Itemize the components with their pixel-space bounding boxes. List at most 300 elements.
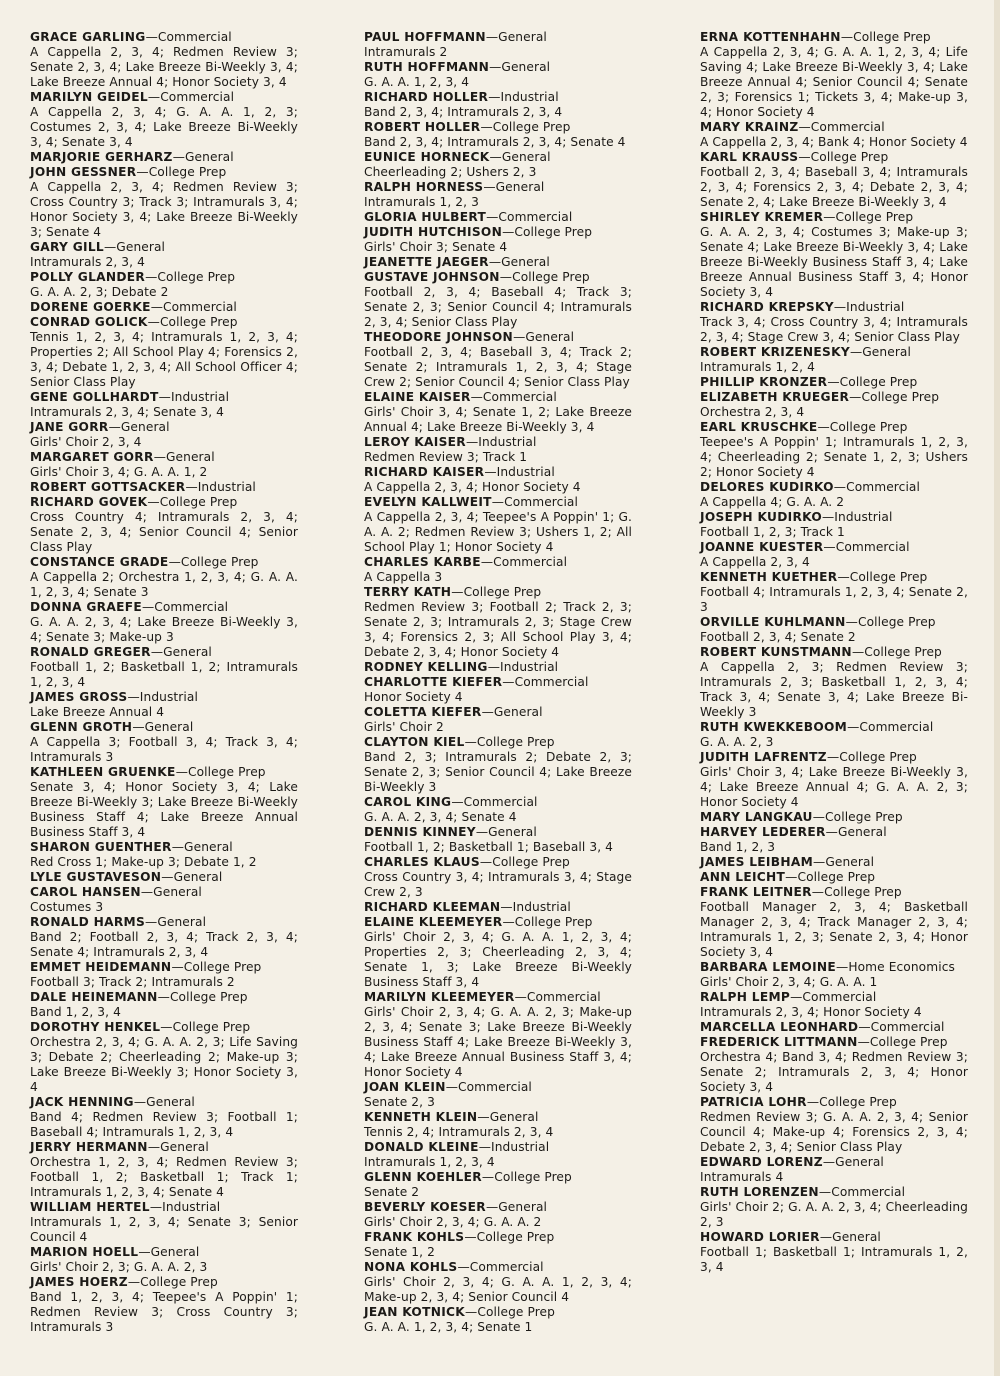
student-name: JUDITH HUTCHISON xyxy=(364,225,503,239)
activities-list: A Cappella 2, 3, 4; Honor Society 4 xyxy=(364,480,581,494)
student-name: MARY LANGKAU xyxy=(700,810,813,824)
senior-entry xyxy=(364,825,632,855)
activities-list: Track 3, 4; Cross Country 3, 4; Intramurals 2, 3, 4; Stage Crew 3, 4; Senior Class Play xyxy=(700,315,968,344)
dash-separator: — xyxy=(822,1155,836,1169)
dash-separator: — xyxy=(491,495,505,509)
senior-entry xyxy=(700,825,968,855)
student-name: BEVERLY KOESER xyxy=(364,1200,486,1214)
senior-entry xyxy=(30,420,298,450)
senior-entry xyxy=(364,1230,632,1260)
student-name: ELIZABETH KRUEGER xyxy=(700,390,850,404)
senior-entry xyxy=(364,795,632,825)
senior-entry xyxy=(30,300,298,315)
senior-entry xyxy=(700,990,968,1020)
student-name: DONALD KLEINE xyxy=(364,1140,479,1154)
activities-list: Football 3; Track 2; Intramurals 2 xyxy=(30,975,235,989)
activities-list: Girls' Choir 2 xyxy=(364,720,444,734)
senior-entry xyxy=(364,150,632,180)
dash-separator: — xyxy=(817,420,830,434)
course-of-study: College Prep xyxy=(463,585,542,599)
dash-separator: — xyxy=(858,1020,871,1034)
student-name: LEROY KAISER xyxy=(364,435,466,449)
student-name: CAROL KING xyxy=(364,795,452,809)
dash-separator: — xyxy=(104,240,117,254)
student-name: RUTH LORENZEN xyxy=(700,1185,819,1199)
student-name: POLLY GLANDER xyxy=(30,270,146,284)
senior-entry xyxy=(364,900,632,915)
course-of-study: Commercial xyxy=(493,555,568,569)
student-name: DELORES KUDIRKO xyxy=(700,480,834,494)
senior-entry xyxy=(30,1140,298,1200)
senior-entry xyxy=(364,465,632,495)
course-of-study: College Prep xyxy=(477,1305,555,1319)
senior-entry xyxy=(30,1095,298,1140)
senior-entry xyxy=(364,180,632,210)
activities-list: G. A. A. 1, 2, 3, 4 xyxy=(364,75,470,89)
dash-separator: — xyxy=(141,600,155,614)
course-of-study: General xyxy=(120,420,170,434)
activities-list: Band 2, 3, 4; Intramurals 2, 3, 4; Senate 4 xyxy=(364,135,626,149)
course-of-study: College Prep xyxy=(172,1020,251,1034)
dash-separator: — xyxy=(823,210,836,224)
course-of-study: General xyxy=(495,180,545,194)
senior-entry xyxy=(364,435,632,465)
dash-separator: — xyxy=(160,1020,173,1034)
course-of-study: College Prep xyxy=(857,615,936,629)
activities-list: Girls' Choir 3, 4; G. A. A. 1, 2 xyxy=(30,465,208,479)
dash-separator: — xyxy=(485,30,499,44)
activities-list: G. A. A. 1, 2, 3, 4; Senate 1 xyxy=(364,1320,533,1334)
student-name: JUDITH LAFRENTZ xyxy=(700,750,827,764)
student-name: GARY GILL xyxy=(30,240,104,254)
course-of-study: Industrial xyxy=(491,1140,550,1154)
student-name: JOSEPH KUDIRKO xyxy=(700,510,822,524)
student-name: EUNICE HORNECK xyxy=(364,150,490,164)
senior-entry xyxy=(700,615,968,645)
student-name: ANN LEICHT xyxy=(700,870,786,884)
student-name: NONA KOHLS xyxy=(364,1260,458,1274)
dash-separator: — xyxy=(451,795,464,809)
activities-list: Band 2, 3, 4; Intramurals 2, 3, 4 xyxy=(364,105,563,119)
senior-entry xyxy=(700,855,968,870)
senior-entry xyxy=(700,390,968,420)
senior-entry xyxy=(30,645,298,690)
activities-list: A Cappella 2; Orchestra 1, 2, 3, 4; G. A. A. 1, 2, 3, 4; Senate 3 xyxy=(30,570,298,599)
senior-entry xyxy=(364,1170,632,1200)
student-name: RALPH HORNESS xyxy=(364,180,484,194)
student-name: DONNA GRAEFE xyxy=(30,600,142,614)
senior-entry xyxy=(364,1200,632,1230)
course-of-study: College Prep xyxy=(849,570,928,584)
senior-entry xyxy=(700,120,968,150)
activities-list: Senate 2, 3 xyxy=(364,1095,435,1109)
senior-entry xyxy=(30,600,298,645)
activities-list: Band 1, 2, 3, 4 xyxy=(30,1005,121,1019)
dash-separator: — xyxy=(451,585,464,599)
senior-entry xyxy=(700,210,968,300)
course-of-study: Industrial xyxy=(500,90,559,104)
dash-separator: — xyxy=(833,300,847,314)
activities-list: Cheerleading 2; Ushers 2, 3 xyxy=(364,165,537,179)
senior-entry xyxy=(700,510,968,540)
activities-list: Teepee's A Poppin' 1; Intramurals 1, 2, 3, 4; Cheerleading 2; Senate 1, 2, 3; Ushers 2; Honor Society 4 xyxy=(700,435,968,479)
course-of-study: Commercial xyxy=(163,300,237,314)
dash-separator: — xyxy=(813,855,826,869)
senior-entry xyxy=(30,885,298,915)
dash-separator: — xyxy=(108,420,121,434)
activities-list: Girls' Choir 3, 4; Lake Breeze Bi-Weekly 3, 4; Lake Breeze Annual 4; G. A. A. 2, 3; Honor Society 4 xyxy=(700,765,968,809)
course-of-study: College Prep xyxy=(494,1170,572,1184)
student-name: JACK HENNING xyxy=(30,1095,134,1109)
senior-entry xyxy=(364,225,632,255)
dash-separator: — xyxy=(502,915,515,929)
activities-list: Orchestra 4; Band 3, 4; Redmen Review 3; Senate 2; Intramurals 2, 3, 4; Honor Society 3, 4 xyxy=(700,1050,968,1094)
senior-entry xyxy=(364,255,632,270)
dash-separator: — xyxy=(485,1200,499,1214)
student-name: GENE GOLLHARDT xyxy=(30,390,159,404)
senior-entry xyxy=(364,915,632,990)
course-of-study: General xyxy=(165,450,215,464)
senior-entry xyxy=(30,450,298,480)
course-of-study: Commercial xyxy=(514,675,589,689)
senior-entry xyxy=(30,315,298,390)
dash-separator: — xyxy=(149,1200,163,1214)
activities-list: A Cappella 2, 3, 4; Bank 4; Honor Society 4 xyxy=(700,135,968,149)
course-of-study: Commercial xyxy=(463,795,538,809)
activities-list: Intramurals 1, 2, 3, 4 xyxy=(364,1155,495,1169)
senior-entry xyxy=(364,390,632,435)
activities-list: A Cappella 4; G. A. A. 2 xyxy=(700,495,845,509)
dash-separator: — xyxy=(145,30,158,44)
course-of-study: College Prep xyxy=(864,645,942,659)
dash-separator: — xyxy=(489,150,502,164)
course-of-study: General xyxy=(144,720,194,734)
dash-separator: — xyxy=(481,1170,495,1184)
dash-separator: — xyxy=(127,1275,141,1289)
senior-entry xyxy=(364,990,632,1080)
student-name: ORVILLE KUHLMANN xyxy=(700,615,846,629)
senior-list-column-2 xyxy=(364,30,632,1335)
dash-separator: — xyxy=(457,1260,470,1274)
student-name: ROBERT GOTTSACKER xyxy=(30,480,186,494)
student-name: MARION HOELL xyxy=(30,1245,139,1259)
activities-list: Intramurals 2, 3, 4 xyxy=(30,255,145,269)
student-name: MARGARET GORR xyxy=(30,450,154,464)
senior-entry xyxy=(700,1095,968,1155)
dash-separator: — xyxy=(479,855,493,869)
dash-separator: — xyxy=(481,705,494,719)
course-of-study: Home Economics xyxy=(848,960,955,974)
senior-entry xyxy=(364,330,632,390)
page-edge xyxy=(994,0,1000,1376)
dash-separator: — xyxy=(500,900,513,914)
dash-separator: — xyxy=(488,255,502,269)
dash-separator: — xyxy=(478,1140,492,1154)
senior-entry xyxy=(364,675,632,705)
dash-separator: — xyxy=(823,540,836,554)
course-of-study: General xyxy=(160,1140,209,1154)
student-name: ROBERT KUNSTMANN xyxy=(700,645,852,659)
dash-separator: — xyxy=(157,990,170,1004)
dash-separator: — xyxy=(826,750,840,764)
dash-separator: — xyxy=(486,210,499,224)
activities-list: A Cappella 2, 3, 4; Redmen Review 3; Senate 2, 3, 4; Lake Breeze Bi-Weekly 3, 4; Lake Breeze Annual 4; Honor Society 3, 4 xyxy=(30,45,298,89)
senior-entry xyxy=(30,840,298,870)
student-name: JERRY HERMANN xyxy=(30,1140,148,1154)
senior-entry xyxy=(364,855,632,900)
dash-separator: — xyxy=(851,645,865,659)
activities-list: Girls' Choir 2, 3, 4; G. A. A. 1, 2, 3, 4; Properties 2, 3; Cheerleading 2, 3, 4; Senate 1, 3; Lake Breeze Bi-Weekly Business Staff 3, 4 xyxy=(364,930,632,989)
dash-separator: — xyxy=(147,90,161,104)
senior-entry xyxy=(364,270,632,330)
dash-separator: — xyxy=(514,990,527,1004)
senior-entry xyxy=(364,1140,632,1170)
activities-list: Redmen Review 3; G. A. A. 2, 3, 4; Senior Council 4; Make-up 4; Forensics 2, 3, 4; Debate 2, 3, 4; Senior Class Play xyxy=(700,1110,968,1154)
course-of-study: College Prep xyxy=(183,960,262,974)
course-of-study: Commercial xyxy=(160,90,235,104)
course-of-study: General xyxy=(525,330,575,344)
activities-list: Football 2, 3, 4; Baseball 3, 4; Track 2; Senate 2; Intramurals 1, 2, 3, 4; Stage Crew 2; Senior Council 4; Senior Class Play xyxy=(364,345,632,389)
course-of-study: College Prep xyxy=(853,30,931,44)
dash-separator: — xyxy=(483,180,496,194)
activities-list: G. A. A. 2, 3, 4; Costumes 3; Make-up 3; Senate 4; Lake Breeze Bi-Weekly 3, 4; Lake Breeze Bi-Weekly Business Staff 3, 4; Lake Breeze Annual Business Staff 3, 4; Honor Society 3, 4 xyxy=(700,225,968,299)
course-of-study: General xyxy=(157,915,207,929)
dash-separator: — xyxy=(464,1230,477,1244)
student-name: RONALD GREGER xyxy=(30,645,151,659)
activities-list: Senate 1, 2 xyxy=(364,1245,435,1259)
senior-entry xyxy=(700,1020,968,1035)
dash-separator: — xyxy=(133,1095,147,1109)
activities-list: A Cappella 3 xyxy=(364,570,443,584)
course-of-study: General xyxy=(501,150,551,164)
course-of-study: College Prep xyxy=(512,270,590,284)
activities-list: Band 2, 3; Intramurals 2; Debate 2, 3; Senate 2, 3; Senior Council 4; Lake Breeze Bi-Weekly 3 xyxy=(364,750,632,794)
student-name: CHARLES KLAUS xyxy=(364,855,480,869)
activities-list: Senate 3, 4; Honor Society 3, 4; Lake Breeze Bi-Weekly 3; Lake Breeze Bi-Weekly Business Staff 4; Lake Breeze Annual Business Staff 3, 4 xyxy=(30,780,298,839)
senior-entry xyxy=(700,345,968,375)
activities-list: G. A. A. 2, 3; Debate 2 xyxy=(30,285,169,299)
course-of-study: College Prep xyxy=(492,120,571,134)
course-of-study: College Prep xyxy=(819,1095,897,1109)
senior-entry xyxy=(364,660,632,675)
activities-list: Football 4; Intramurals 1, 2, 3, 4; Senate 2, 3 xyxy=(700,585,968,614)
course-of-study: General xyxy=(501,255,550,269)
senior-entry xyxy=(364,1260,632,1305)
course-of-study: College Prep xyxy=(180,555,259,569)
activities-list: Football 1, 2; Basketball 1; Baseball 3, 4 xyxy=(364,840,614,854)
course-of-study: Commercial xyxy=(504,495,578,509)
senior-entry xyxy=(30,270,298,300)
course-of-study: Commercial xyxy=(802,990,877,1004)
dash-separator: — xyxy=(168,555,181,569)
student-name: PATRICIA LOHR xyxy=(700,1095,807,1109)
student-name: CHARLES KARBE xyxy=(364,555,481,569)
senior-entry xyxy=(30,870,298,885)
course-of-study: Industrial xyxy=(170,390,230,404)
activities-list: Intramurals 2 xyxy=(364,45,448,59)
senior-entry xyxy=(700,150,968,210)
activities-list: Football 2, 3, 4; Baseball 4; Track 3; Senate 2, 3; Senior Council 4; Intramurals 2, 3, 4; Senior Class Play xyxy=(364,285,632,329)
activities-list: Orchestra 2, 3, 4; G. A. A. 2, 3; Life Saving 3; Debate 2; Cheerleading 2; Make-up 3; Lake Breeze Bi-Weekly 3; Honor Society 3, 4 xyxy=(30,1035,298,1094)
activities-list: Intramurals 2, 3, 4; Honor Society 4 xyxy=(700,1005,922,1019)
dash-separator: — xyxy=(147,495,160,509)
activities-list: Football 1, 2, 3; Track 1 xyxy=(700,525,845,539)
course-of-study: Commercial xyxy=(859,720,934,734)
student-name: COLETTA KIEFER xyxy=(364,705,482,719)
activities-list: Girls' Choir 2, 3, 4; G. A. A. 1 xyxy=(700,975,878,989)
dash-separator: — xyxy=(489,60,502,74)
activities-list: Football Manager 2, 3, 4; Basketball Manager 2, 3, 4; Track Manager 2, 3, 4; Intramurals 1, 2, 3; Senate 2, 3, 4; Honor Society 3, 4 xyxy=(700,900,968,959)
course-of-study: Commercial xyxy=(498,210,573,224)
dash-separator: — xyxy=(798,150,811,164)
activities-list: A Cappella 2, 3, 4; G. A. A. 1, 2, 3, 4; Life Saving 4; Lake Breeze Bi-Weekly 3, 4; Lake Breeze Annual 4; Senior Council 4; Senate 2, 3; Forensics 1; Tickets 3, 4; Make-up 3, 4; Honor Society 4 xyxy=(700,45,968,119)
student-name: CONRAD GOLICK xyxy=(30,315,148,329)
student-name: ERNA KOTTENHAHN xyxy=(700,30,841,44)
student-name: MARILYN GEIDEL xyxy=(30,90,148,104)
dash-separator: — xyxy=(161,870,174,884)
course-of-study: General xyxy=(150,1245,200,1259)
course-of-study: Industrial xyxy=(846,300,905,314)
course-of-study: College Prep xyxy=(159,315,238,329)
dash-separator: — xyxy=(487,660,500,674)
student-name: ROBERT HOLLER xyxy=(364,120,481,134)
dash-separator: — xyxy=(837,570,850,584)
dash-separator: — xyxy=(150,645,164,659)
senior-entry xyxy=(364,90,632,120)
student-name: GRACE GARLING xyxy=(30,30,146,44)
course-of-study: College Prep xyxy=(825,810,903,824)
senior-entry xyxy=(30,690,298,720)
course-of-study: Industrial xyxy=(478,435,537,449)
student-name: DENNIS KINNEY xyxy=(364,825,476,839)
activities-list: Redmen Review 3; Football 2; Track 2, 3; Senate 2, 3; Intramurals 2, 3; Stage Crew 3, 4; Forensics 2, 3; All School Play 3, 4; Debate 2, 3, 4; Honor Society 4 xyxy=(364,600,632,659)
student-name: JOAN KLEIN xyxy=(364,1080,446,1094)
course-of-study: Commercial xyxy=(810,120,885,134)
dash-separator: — xyxy=(513,330,526,344)
activities-list: Girls' Choir 2, 3, 4 xyxy=(30,435,142,449)
student-name: RUTH HOFFMANN xyxy=(364,60,490,74)
activities-list: Girls' Choir 2, 3, 4; G. A. A. 2 xyxy=(364,1215,542,1229)
student-name: JAMES LEIBHAM xyxy=(700,855,814,869)
activities-list: Cross Country 4; Intramurals 2, 3, 4; Senate 2, 3, 4; Senior Council 4; Senior Class Play xyxy=(30,510,298,554)
student-name: KATHLEEN GRUENKE xyxy=(30,765,176,779)
course-of-study: College Prep xyxy=(140,1275,218,1289)
dash-separator: — xyxy=(480,120,493,134)
student-name: FRANK LEITNER xyxy=(700,885,812,899)
activities-list: Honor Society 4 xyxy=(364,690,463,704)
senior-entry xyxy=(364,210,632,225)
student-name: BARBARA LEMOINE xyxy=(700,960,837,974)
dash-separator: — xyxy=(811,885,825,899)
dash-separator: — xyxy=(136,165,149,179)
senior-entry xyxy=(364,120,632,150)
student-name: MARJORIE GERHARZ xyxy=(30,150,173,164)
student-name: DOROTHY HENKEL xyxy=(30,1020,161,1034)
course-of-study: Industrial xyxy=(197,480,256,494)
course-of-study: General xyxy=(832,1230,881,1244)
activities-list: Girls' Choir 3; Senate 4 xyxy=(364,240,508,254)
activities-list: Football 1, 2; Basketball 1, 2; Intramurals 1, 2, 3, 4 xyxy=(30,660,298,689)
activities-list: Girls' Choir 2, 3, 4; G. A. A. 1, 2, 3, 4; Make-up 2, 3, 4; Senior Council 4 xyxy=(364,1275,632,1304)
senior-entry xyxy=(30,165,298,240)
student-name: HARVEY LEDERER xyxy=(700,825,826,839)
student-name: SHIRLEY KREMER xyxy=(700,210,824,224)
student-name: KARL KRAUSS xyxy=(700,150,799,164)
dash-separator: — xyxy=(502,225,515,239)
course-of-study: College Prep xyxy=(476,735,555,749)
activities-list: Intramurals 1, 2, 3, 4; Senate 3; Senior Council 4 xyxy=(30,1215,298,1244)
senior-entry xyxy=(700,540,968,570)
dash-separator: — xyxy=(138,1245,151,1259)
course-of-study: General xyxy=(498,1200,547,1214)
dash-separator: — xyxy=(847,720,860,734)
senior-entry xyxy=(700,30,968,120)
senior-entry xyxy=(364,705,632,735)
activities-list: A Cappella 2, 3, 4 xyxy=(700,555,810,569)
course-of-study: College Prep xyxy=(157,270,236,284)
dash-separator: — xyxy=(822,510,835,524)
course-of-study: Industrial xyxy=(162,1200,221,1214)
course-of-study: College Prep xyxy=(169,990,248,1004)
senior-entry xyxy=(30,240,298,270)
course-of-study: College Prep xyxy=(839,375,918,389)
dash-separator: — xyxy=(145,270,158,284)
senior-entry xyxy=(364,495,632,555)
dash-separator: — xyxy=(150,300,163,314)
student-name: GLENN KOEHLER xyxy=(364,1170,482,1184)
student-name: EVELYN KALLWEIT xyxy=(364,495,492,509)
student-name: LYLE GUSTAVESON xyxy=(30,870,162,884)
activities-list: A Cappella 3; Football 3, 4; Track 3, 4; Intramurals 3 xyxy=(30,735,298,764)
senior-entry xyxy=(30,1275,298,1335)
senior-entry xyxy=(700,810,968,825)
student-name: JAMES GROSS xyxy=(30,690,128,704)
senior-entry xyxy=(30,555,298,600)
course-of-study: Industrial xyxy=(139,690,198,704)
student-name: GLENN GROTH xyxy=(30,720,133,734)
course-of-study: College Prep xyxy=(839,750,917,764)
student-name: JOANNE KUESTER xyxy=(700,540,824,554)
student-name: PHILLIP KRONZER xyxy=(700,375,828,389)
senior-list-column-3 xyxy=(700,30,968,1275)
student-name: CHARLOTTE KIEFER xyxy=(364,675,503,689)
dash-separator: — xyxy=(845,615,858,629)
course-of-study: College Prep xyxy=(492,855,570,869)
dash-separator: — xyxy=(502,675,515,689)
senior-entry xyxy=(700,1155,968,1185)
course-of-study: General xyxy=(835,1155,884,1169)
dash-separator: — xyxy=(171,960,184,974)
dash-separator: — xyxy=(147,315,160,329)
activities-list: Intramurals 2, 3, 4; Senate 3, 4 xyxy=(30,405,225,419)
student-name: ROBERT KRIZENESKY xyxy=(700,345,850,359)
activities-list: A Cappella 2, 3, 4; Redmen Review 3; Cross Country 3; Track 3; Intramurals 3, 4; Honor Society 3, 4; Lake Breeze Bi-Weekly 3; Senate 4 xyxy=(30,180,298,239)
course-of-study: General xyxy=(163,645,212,659)
activities-list: Band 4; Redmen Review 3; Football 1; Baseball 4; Intramurals 1, 2, 3, 4 xyxy=(30,1110,298,1139)
dash-separator: — xyxy=(147,1140,161,1154)
course-of-study: Commercial xyxy=(157,30,232,44)
course-of-study: General xyxy=(116,240,166,254)
dash-separator: — xyxy=(470,390,483,404)
activities-list: Football 1; Basketball 1; Intramurals 1, 2, 3, 4 xyxy=(700,1245,968,1274)
dash-separator: — xyxy=(185,480,198,494)
course-of-study: General xyxy=(185,150,234,164)
activities-list: Band 1, 2, 3, 4; Teepee's A Poppin' 1; Redmen Review 3; Cross Country 3; Intramurals 3 xyxy=(30,1290,298,1334)
dash-separator: — xyxy=(132,720,145,734)
senior-entry xyxy=(700,750,968,810)
course-of-study: General xyxy=(146,1095,195,1109)
senior-entry xyxy=(700,870,968,885)
